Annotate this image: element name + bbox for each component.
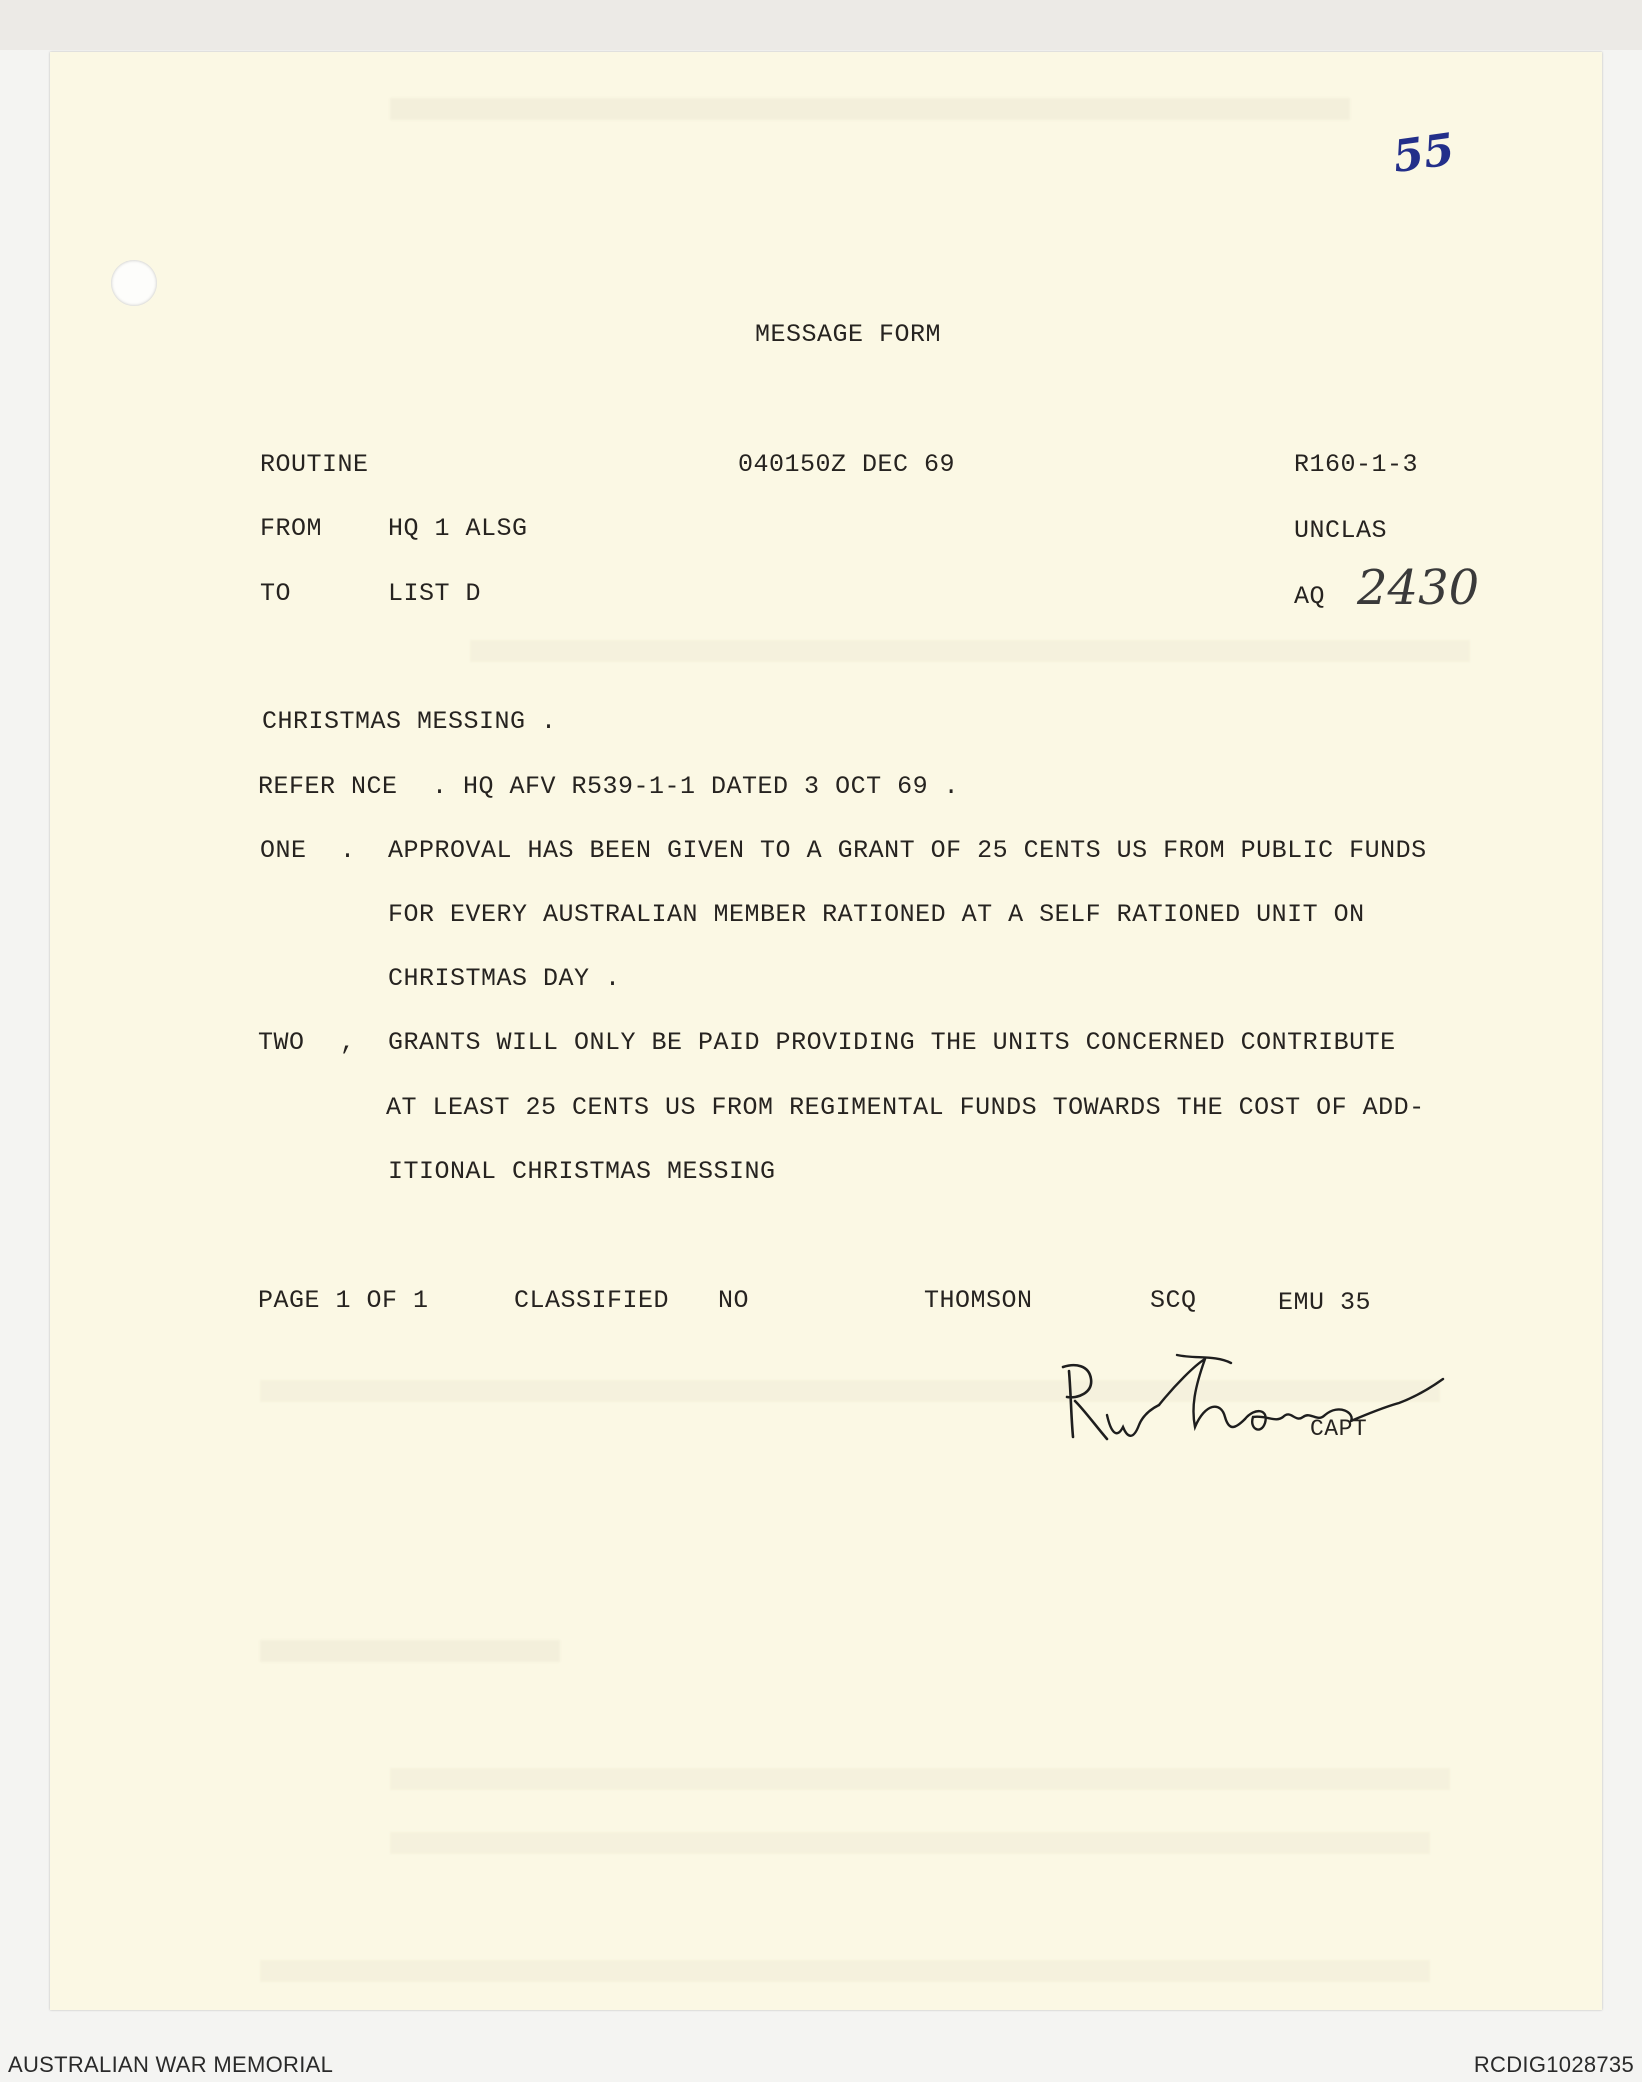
extension-number: EMU 35 [1278,1288,1372,1317]
to-value: LIST D [388,579,482,608]
paragraph-label: ONE [260,836,307,865]
paragraph-line: FOR EVERY AUSTRALIAN MEMBER RATIONED AT A SELF RATIONED UNIT ON [388,900,1365,929]
signatory-rank: CAPT [1310,1416,1368,1442]
paragraph-line: GRANTS WILL ONLY BE PAID PROVIDING THE UNITS CONCERNED CONTRIBUTE [388,1028,1396,1057]
reference-label: REFER NCE [258,772,398,801]
paragraph-line: APPROVAL HAS BEEN GIVEN TO A GRANT OF 25 CENTS US FROM PUBLIC FUNDS [388,836,1427,865]
handwritten-page-number: 55 [1389,123,1458,184]
paragraph-dot: , [340,1028,356,1057]
punch-hole [111,260,157,306]
to-label: TO [260,579,292,608]
subject-line: CHRISTMAS MESSING . [262,707,557,736]
paragraph-label: TWO [258,1028,305,1057]
archive-credit: AUSTRALIAN WAR MEMORIAL [8,2052,334,2077]
originator-name: THOMSON [924,1286,1033,1315]
paragraph-dot: . [340,836,356,865]
reference-text: . HQ AFV R539-1-1 DATED 3 OCT 69 . [432,772,960,801]
classified-label: CLASSIFIED [514,1286,670,1315]
paragraph-line: CHRISTMAS DAY . [388,964,621,993]
handwritten-signature [1055,1345,1450,1455]
date-time-group: 040150Z DEC 69 [738,450,956,479]
signature-block-code: SCQ [1150,1286,1197,1315]
paragraph-line: AT LEAST 25 CENTS US FROM REGIMENTAL FUNDS TOWARDS THE COST OF ADD- [386,1093,1425,1122]
page-count: PAGE 1 OF 1 [258,1286,429,1315]
paragraph-line: ITIONAL CHRISTMAS MESSING [388,1157,776,1186]
precedence: ROUTINE [260,450,369,479]
form-title: MESSAGE FORM [755,320,942,349]
scan-top-margin [0,0,1642,50]
classification: UNCLAS [1294,516,1388,545]
file-reference: R160-1-3 [1294,450,1419,479]
from-label: FROM [260,514,323,543]
aq-label: AQ [1294,582,1326,611]
handwritten-aq-number: 2430 [1357,560,1480,616]
classified-value: NO [718,1286,750,1315]
archive-id: RCDIG1028735 [1473,2052,1634,2077]
from-value: HQ 1 ALSG [388,514,528,543]
